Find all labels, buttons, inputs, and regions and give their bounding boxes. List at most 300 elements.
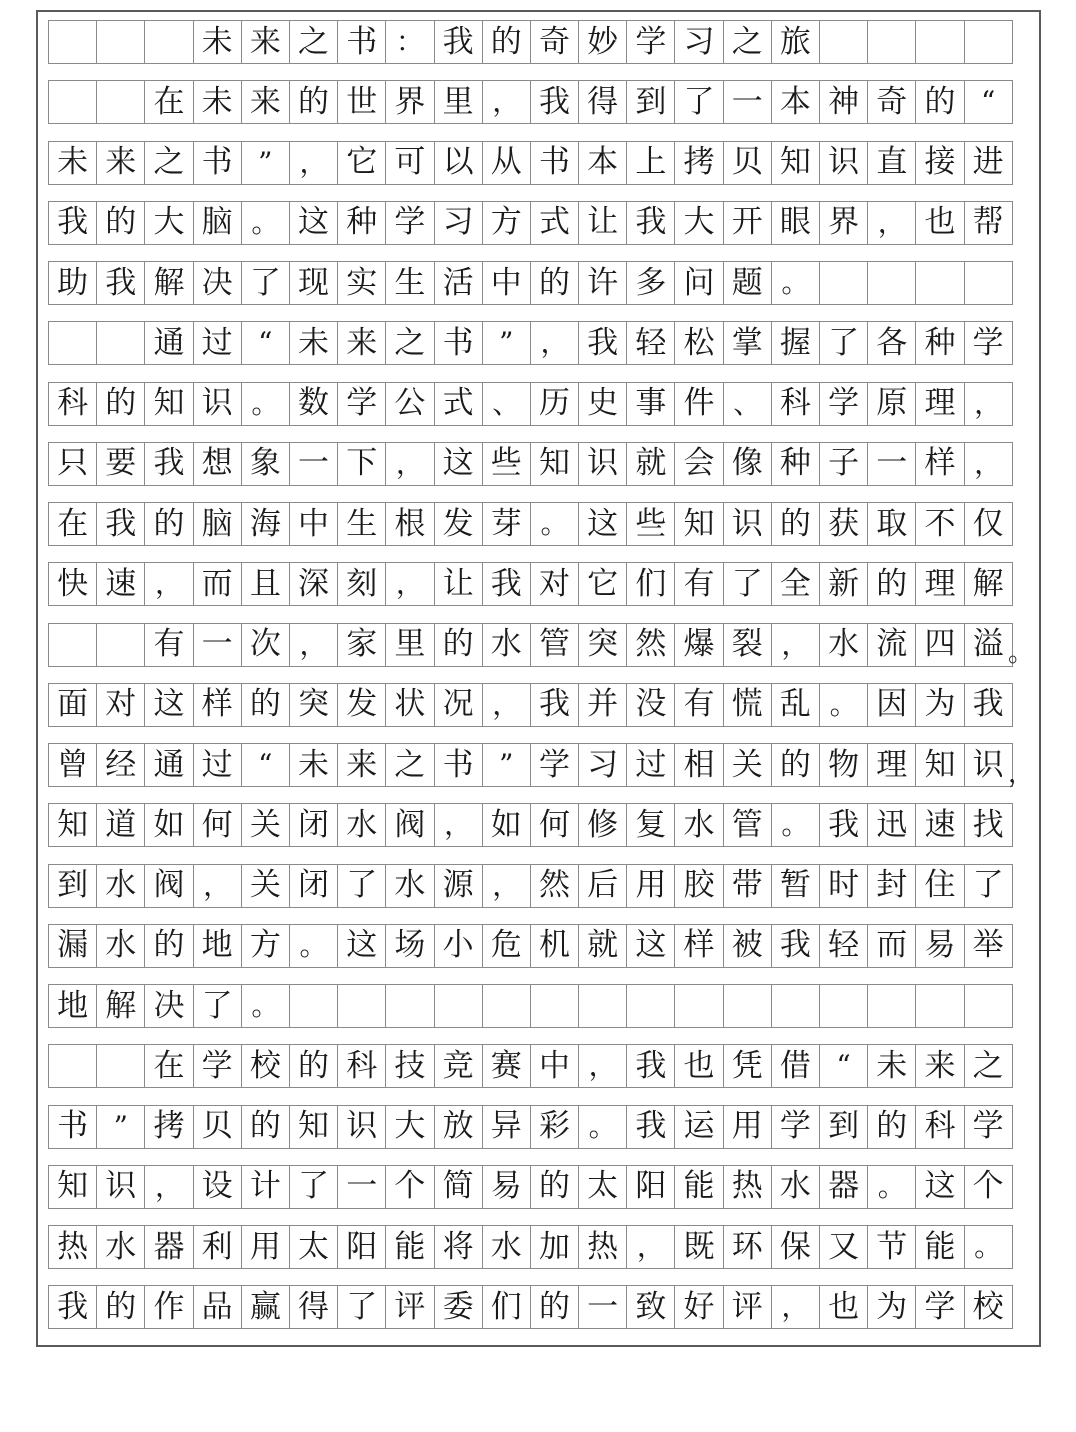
grid-cell: 的 — [289, 1044, 338, 1088]
grid-cell: 一 — [578, 1285, 627, 1329]
essay-line — [48, 141, 1012, 185]
grid-cell: 也 — [674, 1044, 723, 1088]
essay-line — [48, 321, 1012, 365]
essay-title-row — [48, 20, 1012, 64]
grid-cell: 关 — [241, 864, 290, 908]
grid-cell: 学 — [626, 20, 675, 64]
grid-cell: 对 — [530, 562, 579, 606]
grid-cell: 地 — [48, 984, 97, 1028]
grid-cell: ， — [289, 623, 338, 667]
grid-cell: 找 — [964, 803, 1013, 847]
grid-cell: 之 — [385, 743, 434, 787]
grid-cell: 个 — [385, 1165, 434, 1209]
grid-cell: 的 — [771, 502, 820, 546]
grid-cell: 公 — [385, 382, 434, 426]
grid-cell: 又 — [819, 1225, 868, 1269]
grid-cell: 方 — [241, 924, 290, 968]
grid-cell: 取 — [867, 502, 916, 546]
grid-cell: 的 — [289, 80, 338, 124]
grid-cell: 握 — [771, 321, 820, 365]
grid-cell: 。 — [241, 984, 290, 1028]
grid-cell: 漏 — [48, 924, 97, 968]
grid-cell: 可 — [385, 141, 434, 185]
grid-cell: 神 — [819, 80, 868, 124]
grid-cell: 想 — [193, 442, 242, 486]
grid-cell: 。 — [819, 683, 868, 727]
grid-cell: 书 — [434, 743, 483, 787]
grid-cell: 奇 — [530, 20, 579, 64]
grid-cell: 里 — [434, 80, 483, 124]
grid-cell: 了 — [241, 261, 290, 305]
grid-cell: 数 — [289, 382, 338, 426]
grid-cell: ， — [434, 803, 483, 847]
grid-cell: 之 — [144, 141, 193, 185]
grid-cell: 让 — [578, 201, 627, 245]
grid-cell: 大 — [674, 201, 723, 245]
grid-cell: 我 — [96, 261, 145, 305]
essay-line — [48, 261, 1012, 305]
grid-cell: 的 — [530, 261, 579, 305]
grid-cell: 运 — [674, 1105, 723, 1149]
grid-cell: 各 — [867, 321, 916, 365]
grid-cell: 开 — [723, 201, 772, 245]
grid-cell: 水 — [96, 1225, 145, 1269]
grid-cell: 胶 — [674, 864, 723, 908]
grid-cell: 技 — [385, 1044, 434, 1088]
grid-cell: ， — [626, 1225, 675, 1269]
grid-cell: 水 — [771, 1165, 820, 1209]
grid-cell: 助 — [48, 261, 97, 305]
grid-cell: 中 — [289, 502, 338, 546]
grid-cell: 复 — [626, 803, 675, 847]
grid-cell: ， — [530, 321, 579, 365]
grid-cell: 后 — [578, 864, 627, 908]
grid-cell — [915, 261, 964, 305]
grid-cell: 活 — [434, 261, 483, 305]
grid-cell — [48, 1044, 97, 1088]
grid-cell: 然 — [626, 623, 675, 667]
grid-cell: ， — [867, 201, 916, 245]
grid-cell: 机 — [530, 924, 579, 968]
grid-cell: 品 — [193, 1285, 242, 1329]
grid-cell: 本 — [771, 80, 820, 124]
essay-line — [48, 562, 1012, 606]
grid-cell: 阳 — [337, 1225, 386, 1269]
grid-cell: 的 — [96, 382, 145, 426]
grid-cell: 识 — [723, 502, 772, 546]
grid-cell: 我 — [530, 80, 579, 124]
grid-cell: 一 — [289, 442, 338, 486]
grid-cell: 决 — [144, 984, 193, 1028]
grid-cell: ， — [193, 864, 242, 908]
grid-cell: 器 — [144, 1225, 193, 1269]
grid-cell: 水 — [96, 864, 145, 908]
grid-cell: 解 — [144, 261, 193, 305]
grid-cell — [964, 261, 1013, 305]
grid-cell: 我 — [144, 442, 193, 486]
grid-cell: 来 — [241, 80, 290, 124]
grid-cell: 易 — [915, 924, 964, 968]
grid-cell: 我 — [48, 1285, 97, 1329]
grid-cell: 我 — [626, 201, 675, 245]
grid-cell: 水 — [337, 803, 386, 847]
grid-cell: 许 — [578, 261, 627, 305]
grid-cell: 脑 — [193, 201, 242, 245]
grid-cell: 将 — [434, 1225, 483, 1269]
grid-cell — [915, 984, 964, 1028]
grid-cell: 科 — [771, 382, 820, 426]
grid-cell: 好 — [674, 1285, 723, 1329]
grid-cell: ， — [964, 382, 1013, 426]
grid-cell: 面 — [48, 683, 97, 727]
grid-cell: 识 — [819, 141, 868, 185]
grid-cell: 并 — [578, 683, 627, 727]
grid-cell: 生 — [337, 502, 386, 546]
grid-cell: 对 — [96, 683, 145, 727]
grid-cell: 学 — [964, 1105, 1013, 1149]
grid-cell: 了 — [819, 321, 868, 365]
grid-cell: 生 — [385, 261, 434, 305]
grid-cell: 了 — [674, 80, 723, 124]
grid-cell: 为 — [915, 683, 964, 727]
grid-cell: 知 — [48, 1165, 97, 1209]
grid-cell: 就 — [626, 442, 675, 486]
grid-cell: 闭 — [289, 803, 338, 847]
grid-cell: 这 — [578, 502, 627, 546]
grid-cell: 地 — [193, 924, 242, 968]
grid-cell: 况 — [434, 683, 483, 727]
grid-cell: 、 — [723, 382, 772, 426]
grid-cell — [723, 984, 772, 1028]
grid-cell: 评 — [723, 1285, 772, 1329]
grid-cell: 我 — [626, 1044, 675, 1088]
grid-cell — [96, 20, 145, 64]
grid-cell: 识 — [337, 1105, 386, 1149]
essay-line — [48, 382, 1012, 426]
grid-cell: 没 — [626, 683, 675, 727]
grid-cell: ， — [385, 562, 434, 606]
grid-cell: 之 — [964, 1044, 1013, 1088]
grid-cell: 未 — [193, 80, 242, 124]
grid-cell: 轻 — [626, 321, 675, 365]
grid-cell: 决 — [193, 261, 242, 305]
grid-cell — [819, 20, 868, 64]
grid-cell: 来 — [337, 321, 386, 365]
grid-cell — [771, 984, 820, 1028]
grid-cell: ， — [578, 1044, 627, 1088]
grid-cell: 管 — [723, 803, 772, 847]
grid-cell: 知 — [771, 141, 820, 185]
grid-cell — [867, 20, 916, 64]
grid-cell — [819, 261, 868, 305]
grid-cell: 直 — [867, 141, 916, 185]
grid-cell: 阀 — [144, 864, 193, 908]
grid-cell: 大 — [385, 1105, 434, 1149]
grid-cell: 深 — [289, 562, 338, 606]
grid-cell: 接 — [915, 141, 964, 185]
grid-cell: 我 — [48, 201, 97, 245]
grid-cell: 它 — [578, 562, 627, 606]
grid-cell: 根 — [385, 502, 434, 546]
grid-cell: 在 — [144, 80, 193, 124]
grid-cell: ， — [289, 141, 338, 185]
grid-cell: 设 — [193, 1165, 242, 1209]
grid-cell: 到 — [626, 80, 675, 124]
grid-cell: 我 — [530, 683, 579, 727]
grid-cell: 。 — [289, 924, 338, 968]
grid-cell: 了 — [337, 1285, 386, 1329]
grid-cell: 学 — [771, 1105, 820, 1149]
grid-cell: 中 — [482, 261, 531, 305]
grid-cell — [48, 321, 97, 365]
grid-cell: 。 — [241, 201, 290, 245]
grid-cell: 帮 — [964, 201, 1013, 245]
grid-cell: 知 — [915, 743, 964, 787]
grid-cell: 速 — [915, 803, 964, 847]
grid-cell: 习 — [434, 201, 483, 245]
essay-grid — [48, 20, 1012, 1346]
grid-cell: 管 — [530, 623, 579, 667]
essay-line — [48, 924, 1012, 968]
grid-cell: 以 — [434, 141, 483, 185]
grid-cell: 下 — [337, 442, 386, 486]
essay-line — [48, 984, 1012, 1028]
grid-cell: ， — [144, 562, 193, 606]
grid-cell: 它 — [337, 141, 386, 185]
grid-cell: 我 — [482, 562, 531, 606]
grid-cell: 的 — [144, 924, 193, 968]
grid-cell — [385, 984, 434, 1028]
grid-cell: 学 — [193, 1044, 242, 1088]
grid-cell: 理 — [915, 562, 964, 606]
grid-cell: 知 — [530, 442, 579, 486]
grid-cell: 学 — [385, 201, 434, 245]
grid-cell: 来 — [337, 743, 386, 787]
grid-cell: 封 — [867, 864, 916, 908]
grid-cell: 放 — [434, 1105, 483, 1149]
grid-cell: 海 — [241, 502, 290, 546]
grid-cell: 了 — [337, 864, 386, 908]
grid-cell: 的 — [96, 1285, 145, 1329]
grid-cell: 有 — [674, 562, 723, 606]
grid-cell: 我 — [578, 321, 627, 365]
grid-cell: 式 — [434, 382, 483, 426]
grid-cell — [144, 20, 193, 64]
grid-cell — [482, 984, 531, 1028]
grid-cell: 不 — [915, 502, 964, 546]
grid-cell: ， — [771, 623, 820, 667]
grid-cell: “ — [819, 1044, 868, 1088]
grid-cell: 住 — [915, 864, 964, 908]
grid-cell: 得 — [578, 80, 627, 124]
grid-cell: 何 — [193, 803, 242, 847]
grid-cell: 热 — [723, 1165, 772, 1209]
grid-cell: 我 — [434, 20, 483, 64]
grid-cell: 。 — [771, 803, 820, 847]
essay-line — [48, 201, 1012, 245]
grid-cell: 用 — [626, 864, 675, 908]
grid-cell: 关 — [241, 803, 290, 847]
grid-cell: 状 — [385, 683, 434, 727]
grid-cell: 书 — [193, 141, 242, 185]
grid-cell: 要 — [96, 442, 145, 486]
grid-cell: 知 — [48, 803, 97, 847]
grid-cell: 加 — [530, 1225, 579, 1269]
grid-cell: 我 — [771, 924, 820, 968]
grid-cell: ， — [482, 80, 531, 124]
grid-cell: 个 — [964, 1165, 1013, 1209]
grid-cell: 奇 — [867, 80, 916, 124]
grid-cell: 能 — [915, 1225, 964, 1269]
grid-cell: ： — [385, 20, 434, 64]
grid-cell: 作 — [144, 1285, 193, 1329]
grid-cell: 而 — [193, 562, 242, 606]
essay-line — [48, 683, 1012, 727]
grid-cell: 现 — [289, 261, 338, 305]
grid-cell: 理 — [915, 382, 964, 426]
grid-cell: 突 — [578, 623, 627, 667]
grid-cell: 之 — [723, 20, 772, 64]
grid-cell: 多 — [626, 261, 675, 305]
grid-cell: 了 — [723, 562, 772, 606]
grid-cell: 乱 — [771, 683, 820, 727]
grid-cell: 次 — [241, 623, 290, 667]
grid-cell: 源 — [434, 864, 483, 908]
grid-cell: 原 — [867, 382, 916, 426]
grid-cell: 学 — [337, 382, 386, 426]
grid-cell: 有 — [144, 623, 193, 667]
grid-cell: 们 — [482, 1285, 531, 1329]
grid-cell: 眼 — [771, 201, 820, 245]
grid-cell: 小 — [434, 924, 483, 968]
grid-cell: 我 — [964, 683, 1013, 727]
grid-cell: 而 — [867, 924, 916, 968]
grid-cell: 过 — [193, 321, 242, 365]
grid-cell: 未 — [289, 743, 338, 787]
grid-cell: 识 — [964, 743, 1013, 787]
grid-cell: 学 — [964, 321, 1013, 365]
grid-cell: 迅 — [867, 803, 916, 847]
grid-cell: 识 — [193, 382, 242, 426]
grid-cell: 从 — [482, 141, 531, 185]
grid-cell: 来 — [915, 1044, 964, 1088]
grid-cell: 界 — [819, 201, 868, 245]
essay-line — [48, 623, 1012, 667]
grid-cell: 些 — [482, 442, 531, 486]
grid-cell — [48, 623, 97, 667]
grid-cell: 快 — [48, 562, 97, 606]
grid-cell: 也 — [819, 1285, 868, 1329]
grid-cell: 能 — [385, 1225, 434, 1269]
grid-cell: 样 — [915, 442, 964, 486]
grid-cell: 热 — [578, 1225, 627, 1269]
grid-cell: 题 — [723, 261, 772, 305]
grid-cell: 易 — [482, 1165, 531, 1209]
grid-cell: 既 — [674, 1225, 723, 1269]
grid-cell: 刻 — [337, 562, 386, 606]
grid-cell: 样 — [674, 924, 723, 968]
grid-cell: 如 — [144, 803, 193, 847]
grid-cell: 习 — [578, 743, 627, 787]
grid-cell: 脑 — [193, 502, 242, 546]
grid-cell: 。 — [530, 502, 579, 546]
grid-cell: 凭 — [723, 1044, 772, 1088]
grid-cell: 我 — [626, 1105, 675, 1149]
grid-cell: “ — [964, 80, 1013, 124]
grid-cell: ” — [96, 1105, 145, 1149]
grid-cell: 过 — [193, 743, 242, 787]
grid-cell: 中 — [530, 1044, 579, 1088]
grid-cell: 且 — [241, 562, 290, 606]
grid-cell: 妙 — [578, 20, 627, 64]
grid-cell: 到 — [819, 1105, 868, 1149]
grid-cell: 发 — [434, 502, 483, 546]
grid-cell: 上 — [626, 141, 675, 185]
grid-cell: 慌 — [723, 683, 772, 727]
grid-cell: 水 — [674, 803, 723, 847]
grid-cell: 未 — [867, 1044, 916, 1088]
grid-cell — [289, 984, 338, 1028]
grid-cell: 学 — [819, 382, 868, 426]
grid-cell: 的 — [241, 683, 290, 727]
grid-cell — [96, 1044, 145, 1088]
grid-cell: 致 — [626, 1285, 675, 1329]
grid-cell: ” — [482, 743, 531, 787]
grid-cell: 一 — [723, 80, 772, 124]
grid-cell: 环 — [723, 1225, 772, 1269]
grid-cell: 拷 — [144, 1105, 193, 1149]
grid-cell: 种 — [915, 321, 964, 365]
grid-cell: 。 — [771, 261, 820, 305]
grid-cell: 一 — [337, 1165, 386, 1209]
grid-cell: 危 — [482, 924, 531, 968]
grid-cell: 利 — [193, 1225, 242, 1269]
grid-cell: 这 — [337, 924, 386, 968]
grid-cell: 识 — [578, 442, 627, 486]
grid-cell: 之 — [385, 321, 434, 365]
grid-cell — [48, 80, 97, 124]
grid-cell: 的 — [867, 1105, 916, 1149]
grid-cell: 太 — [578, 1165, 627, 1209]
grid-cell — [96, 80, 145, 124]
grid-cell: 彩 — [530, 1105, 579, 1149]
essay-line — [48, 803, 1012, 847]
grid-cell: ， — [964, 442, 1013, 486]
grid-cell — [48, 20, 97, 64]
grid-cell: 式 — [530, 201, 579, 245]
grid-cell: 借 — [771, 1044, 820, 1088]
grid-cell: 实 — [337, 261, 386, 305]
grid-cell: 芽 — [482, 502, 531, 546]
grid-cell: 本 — [578, 141, 627, 185]
essay-line — [48, 1165, 1012, 1209]
grid-cell: 这 — [144, 683, 193, 727]
grid-cell: 计 — [241, 1165, 290, 1209]
grid-cell: 水 — [385, 864, 434, 908]
grid-cell: 件 — [674, 382, 723, 426]
grid-cell: 事 — [626, 382, 675, 426]
grid-cell: 这 — [289, 201, 338, 245]
grid-cell: 太 — [289, 1225, 338, 1269]
grid-cell: 这 — [626, 924, 675, 968]
grid-cell: 种 — [337, 201, 386, 245]
grid-cell: 水 — [482, 1225, 531, 1269]
grid-cell: 的 — [867, 562, 916, 606]
grid-cell: 科 — [48, 382, 97, 426]
grid-cell — [626, 984, 675, 1028]
grid-cell: 们 — [626, 562, 675, 606]
grid-cell: 获 — [819, 502, 868, 546]
